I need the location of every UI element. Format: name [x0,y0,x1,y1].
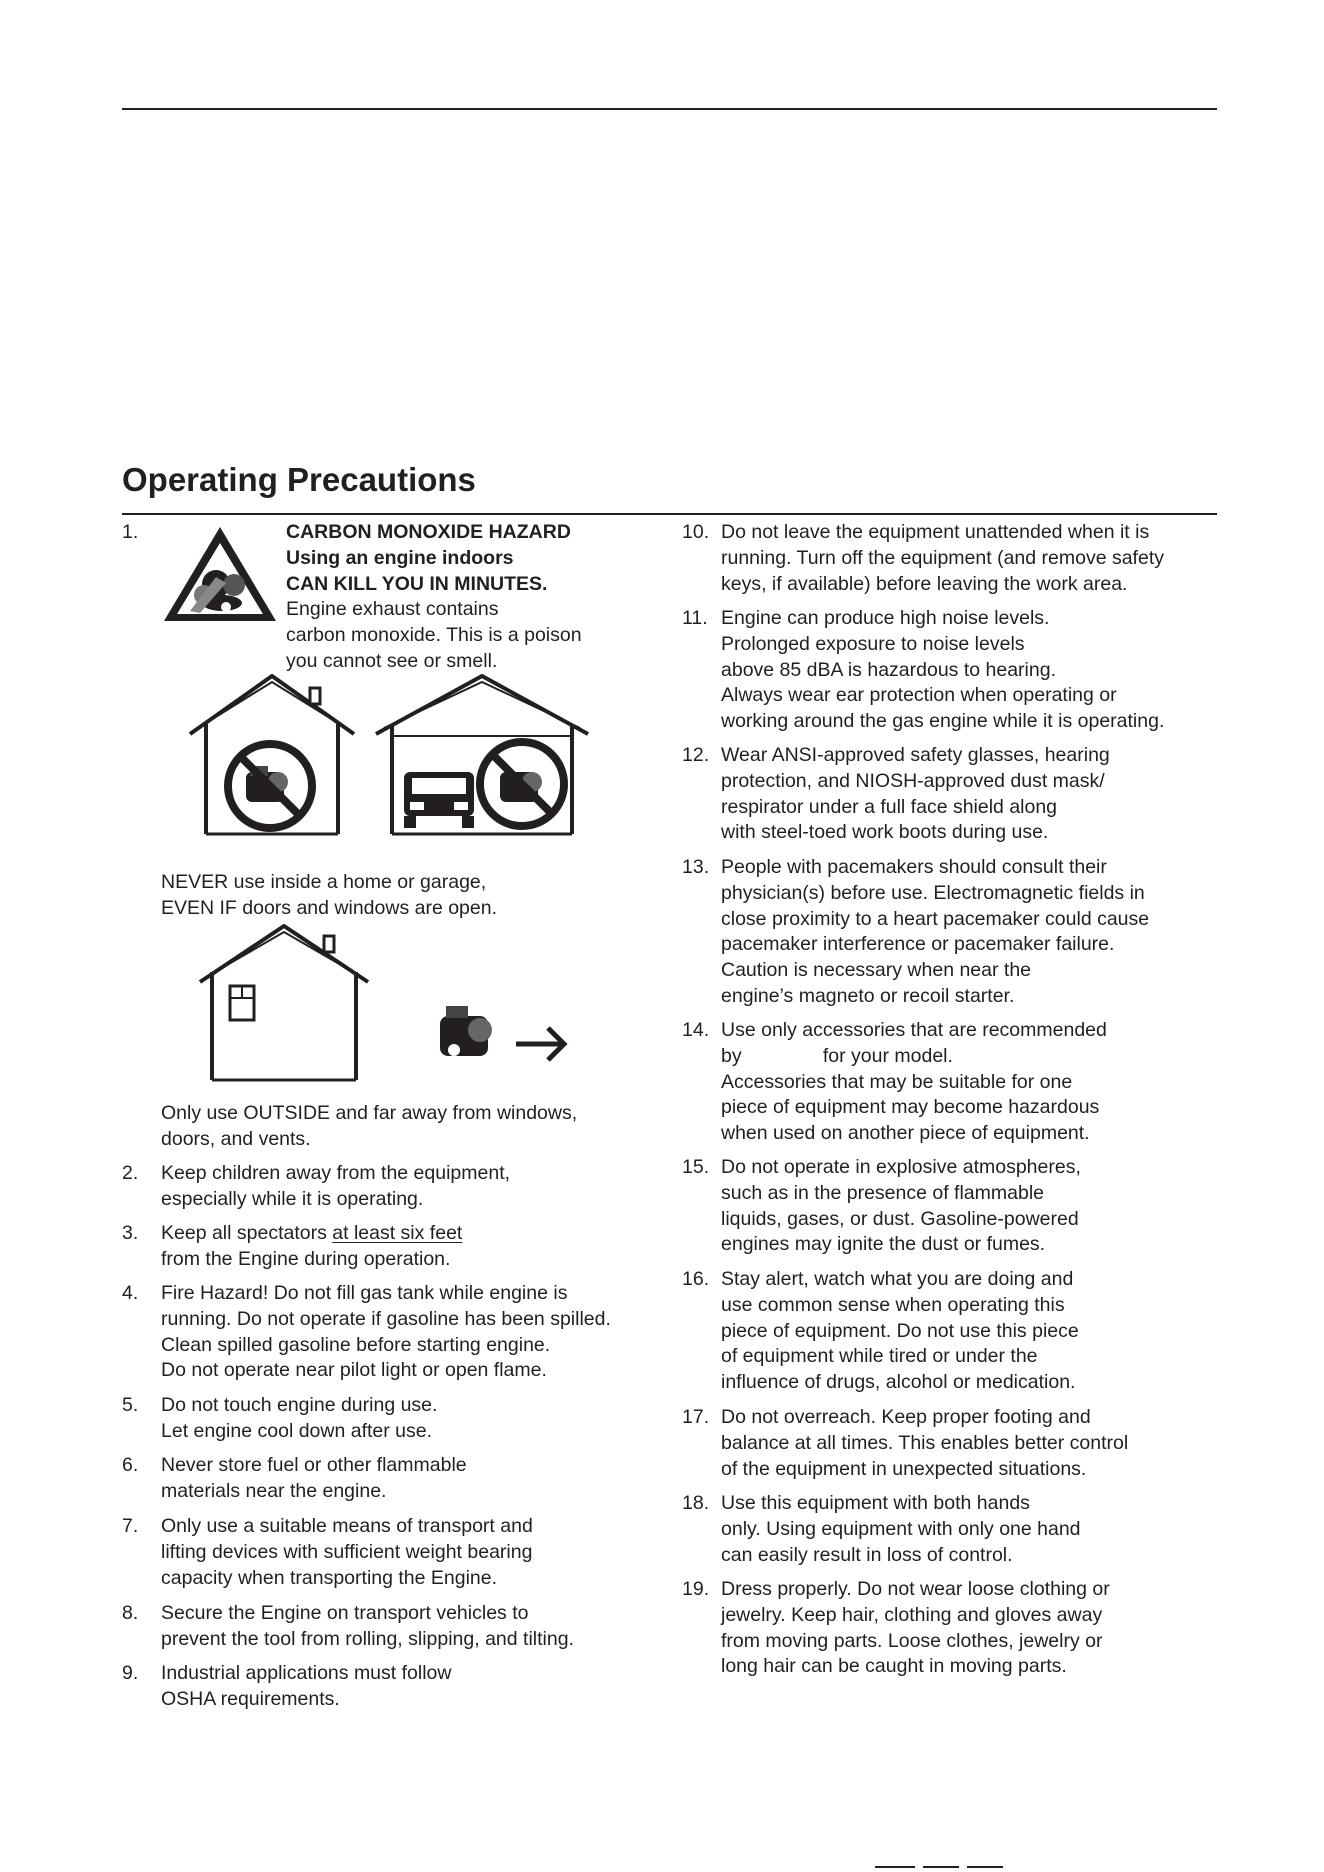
item-line: Do not operate near pilot light or open flame. [161,1359,547,1382]
page-edge-marks [875,1866,1005,1870]
outside-only-note [161,1101,577,1153]
page-title: Operating Precautions [122,461,476,498]
item-number: 9. [122,1662,139,1684]
item-number: 7. [122,1515,139,1537]
item-line: influence of drugs, alcohol or medication. [721,1371,1076,1394]
co-title-line: CAN KILL YOU IN MINUTES. [286,572,548,595]
item-line: above 85 dBA is hazardous to hearing. [721,658,1056,681]
item-line: running. Turn off the equipment (and remove safety [721,546,1164,569]
never-indoors-note [161,870,497,922]
item-line: Always wear ear protection when operating or [721,684,1117,707]
item-line: from the Engine during operation. [161,1247,451,1270]
no-engine-in-house-illustration [188,674,358,836]
item-line: from moving parts. Loose clothes, jewelry or [721,1629,1103,1652]
item-line: prevent the tool from rolling, slipping, and tilting. [161,1627,574,1650]
item-number: 2. [122,1162,139,1184]
item-line: OSHA requirements. [161,1687,340,1710]
item-line: close proximity to a heart pacemaker could cause [721,907,1150,930]
item-line: Do not touch engine during use. [161,1394,438,1416]
item-line: working around the gas engine while it is operating. [721,710,1165,733]
item-line: Industrial applications must follow [161,1662,452,1684]
item-number: 1. [122,521,139,543]
no-engine-in-garage-illustration [374,674,590,836]
item-line: lifting devices with sufficient weight bearing [161,1540,533,1563]
item-number: 18. [682,1492,710,1514]
item-line: when used on another piece of equipment. [721,1122,1090,1145]
item-line: running. Do not operate if gasoline has been spilled. [161,1307,611,1330]
item-line: capacity when transporting the Engine. [161,1566,498,1589]
item-number: 4. [122,1282,139,1304]
engine-icon [440,1006,492,1056]
item-number: 11. [682,607,708,629]
item-number: 16. [682,1268,710,1290]
item-number: 5. [122,1394,139,1416]
item-line: engines may ignite the dust or fumes. [721,1233,1046,1256]
item-number: 14. [682,1019,710,1041]
item-line: Wear ANSI-approved safety glasses, hearing [721,744,1110,766]
co-title-line: CARBON MONOXIDE HAZARD [286,521,571,543]
item-line: jewelry. Keep hair, clothing and gloves away [721,1603,1103,1626]
item-line: such as in the presence of flammable [721,1181,1045,1204]
top-rule [122,108,1217,110]
item-line: only. Using equipment with only one hand [721,1517,1081,1540]
item-line: of the equipment in unexpected situations. [721,1457,1087,1480]
item-line: liquids, gases, or dust. Gasoline-powered [721,1207,1079,1230]
item-line: Let engine cool down after use. [161,1419,433,1442]
car-icon [404,772,474,828]
never-line: NEVER use inside a home or garage, [161,871,487,893]
underlined-distance: at least six feet [332,1222,463,1244]
item-number: 6. [122,1454,139,1476]
item-line: Never store fuel or other flammable [161,1454,467,1476]
item-number: 3. [122,1222,139,1244]
co-hazard-text [286,520,582,675]
item-line: Accessories that may be suitable for one [721,1070,1073,1093]
outside-line: Only use OUTSIDE and far away from windows, [161,1102,578,1124]
item-line: Only use a suitable means of transport and [161,1515,533,1537]
item-line: Do not overreach. Keep proper footing and [721,1406,1091,1428]
item-line: Prolonged exposure to noise levels [721,632,1025,655]
co-body-line: carbon monoxide. This is a poison [286,624,582,647]
item-line: Dress properly. Do not wear loose clothing or [721,1578,1110,1600]
item-line: with steel-toed work boots during use. [721,821,1049,844]
item-number: 13. [682,856,710,878]
item-line: can easily result in loss of control. [721,1543,1013,1566]
co-warning-triangle-icon [160,523,280,625]
item-line: by for your model. [721,1044,953,1067]
item-line: pacemaker interference or pacemaker failure. [721,933,1115,956]
item-line: balance at all times. This enables better control [721,1431,1129,1454]
item-line: Secure the Engine on transport vehicles to [161,1602,529,1624]
item-line: Engine can produce high noise levels. [721,607,1050,629]
house-with-window-illustration [198,924,374,1082]
item-line: Do not leave the equipment unattended when it is [721,521,1150,543]
outside-line: doors, and vents. [161,1127,311,1150]
item-line: Fire Hazard! Do not fill gas tank while engine is [161,1282,568,1304]
item-line-start: Keep all spectators [161,1222,333,1244]
item-line: keys, if available) before leaving the work area. [721,572,1128,595]
item-line: of equipment while tired or under the [721,1345,1038,1368]
item-number: 12. [682,744,710,766]
engine-outside-arrow-illustration [436,1002,570,1068]
item-number: 19. [682,1578,710,1600]
item-number: 15. [682,1156,710,1178]
item-line: materials near the engine. [161,1479,387,1502]
item-line: respirator under a full face shield along [721,795,1058,818]
item-line: physician(s) before use. Electromagnetic fields in [721,881,1145,904]
item-line: Use only accessories that are recommended [721,1019,1107,1041]
item-line: piece of equipment may become hazardous [721,1096,1100,1119]
item-line [161,1221,462,1247]
co-body-line: Engine exhaust contains [286,598,499,621]
item-line: protection, and NIOSH-approved dust mask/ [721,769,1105,792]
item-line: Caution is necessary when near the [721,959,1032,982]
item-line: Keep children away from the equipment, [161,1162,511,1184]
item-line: especially while it is operating. [161,1187,424,1210]
item-number: 17. [682,1406,710,1428]
item-number: 8. [122,1602,139,1624]
window-icon [230,986,254,1020]
co-body-line: you cannot see or smell. [286,649,498,672]
item-line: Use this equipment with both hands [721,1492,1030,1514]
heading-rule [122,513,1217,515]
item-number: 10. [682,521,710,543]
item-line: Clean spilled gasoline before starting engine. [161,1333,551,1356]
item-line: People with pacemakers should consult their [721,856,1107,878]
arrow-right-icon [516,1028,564,1060]
item-line: long hair can be caught in moving parts. [721,1655,1067,1678]
co-title-line: Using an engine indoors [286,546,514,569]
item-line: Do not operate in explosive atmospheres, [721,1156,1081,1178]
item-line: use common sense when operating this [721,1293,1065,1316]
item-line: Stay alert, watch what you are doing and [721,1268,1074,1290]
item-line: piece of equipment. Do not use this piece [721,1319,1079,1342]
item-line: engine’s magneto or recoil starter. [721,984,1015,1007]
never-line: EVEN IF doors and windows are open. [161,896,498,919]
